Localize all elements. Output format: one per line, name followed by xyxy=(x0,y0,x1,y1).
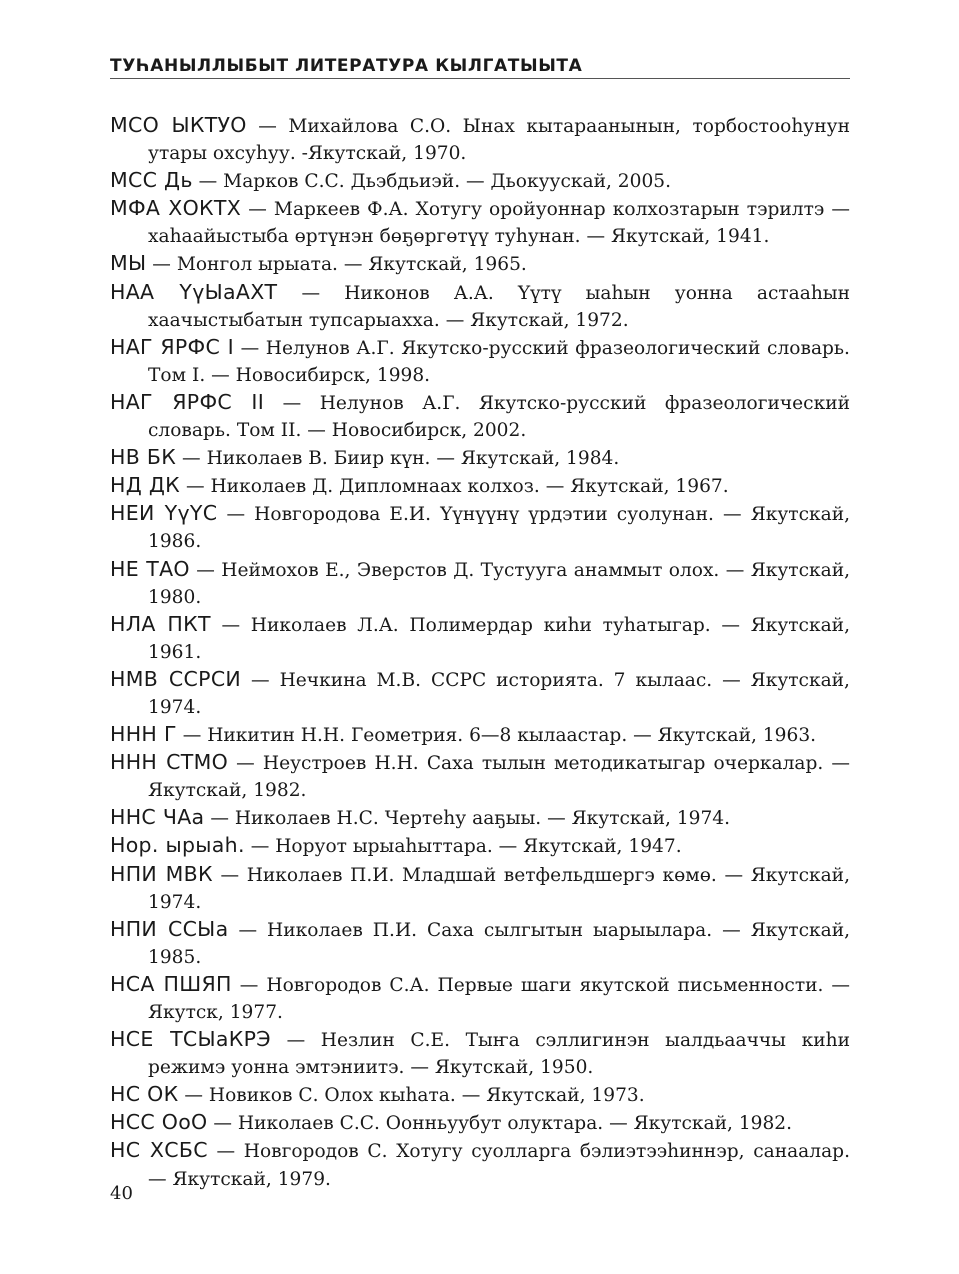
entry-dash: — xyxy=(185,476,205,498)
running-header: ТУҺАНЫЛЛЫБЫТ ЛИТЕРАТУРА КЫЛГАТЫЫТА xyxy=(110,56,583,76)
entry-abbreviation: ННН Г xyxy=(110,722,177,747)
entry-source: Норуот ырыаһыттара. — Якутскай, 1947. xyxy=(275,836,682,858)
entry-source: Никитин Н.Н. Геометрия. 6—8 кылаастар. — Якутскай, 1963. xyxy=(207,725,817,747)
entry-source: Нелунов А.Г. Якутско-русский фразеологический словарь. Том I. — Новосибирск, 1998. xyxy=(148,337,850,386)
entry-abbreviation: НЕИ ҮүҮС xyxy=(110,501,218,526)
entry-source: Неймохов Е., Эверстов Д. Тустууга анаммыт олох. — Якутскай, 1980. xyxy=(148,559,851,608)
list-item xyxy=(110,749,850,804)
entry-abbreviation: НД ДК xyxy=(110,473,181,498)
entry-abbreviation: НАА ҮүЫаАХТ xyxy=(110,279,278,304)
entry-source: Маркеев Ф.А. Хотугу оройуоннар колхозтарын тэрилтэ — хаһаайыстыба өртүнэн бөҕөргөтүү туһунан. — Якутскай, 1941. xyxy=(148,199,851,248)
list-item xyxy=(110,250,850,278)
entry-dash: — xyxy=(182,725,202,747)
list-item xyxy=(110,112,850,167)
header-rule xyxy=(110,78,850,79)
entry-dash: — xyxy=(152,254,171,276)
list-item xyxy=(110,861,850,916)
entry-source: Николаев В. Биир күн. — Якутскай, 1984. xyxy=(206,448,620,470)
entry-dash: — xyxy=(239,974,259,996)
entry-abbreviation: НСА ПШЯП xyxy=(110,971,232,996)
entry-dash: — xyxy=(282,392,302,414)
entry-abbreviation: МСО ЫКТУО xyxy=(110,113,247,137)
entry-dash: — xyxy=(210,808,229,830)
entry-dash: — xyxy=(226,504,246,526)
entry-abbreviation: НС ОК xyxy=(110,1082,179,1107)
entry-source: Новгородов С. Хотугу суолларга бэлиэтээһиннэр, санаалар. — Якутскай, 1979. xyxy=(148,1141,850,1190)
list-item xyxy=(110,389,850,444)
entry-source: Михайлова С.О. Ынах кытараанынын, торбостооһунун утары охсуһуу. -Якутскай, 1970. xyxy=(148,116,850,165)
list-item xyxy=(110,1109,850,1137)
entry-dash: — xyxy=(301,282,321,304)
list-item xyxy=(110,279,850,334)
entry-dash: — xyxy=(251,669,270,691)
entry-source: Новгородова Е.И. Үүнүүнү үрдэтии суолунан. — Якутскай, 1986. xyxy=(148,504,850,553)
list-item xyxy=(110,195,850,250)
entry-dash: — xyxy=(258,116,277,137)
list-item xyxy=(110,832,850,860)
entry-source: Новгородов С.А. Первые шаги якутской письменности. — Якутск, 1977. xyxy=(148,974,851,1023)
list-item xyxy=(110,444,850,472)
entry-source: Нечкина М.В. ССРС историята. 7 кылаас. — Якутскай, 1974. xyxy=(148,669,850,718)
list-item xyxy=(110,916,850,971)
entry-dash: — xyxy=(182,448,201,470)
list-item xyxy=(110,611,850,666)
entry-abbreviation: Нор. ырыаh. xyxy=(110,833,245,858)
entry-source: Николаев Н.С. Чертеһу ааҕыы. — Якутскай, 1974. xyxy=(234,808,731,830)
list-item xyxy=(110,500,850,555)
entry-abbreviation: МСС Дь xyxy=(110,168,193,193)
entry-abbreviation: НЕ ТАО xyxy=(110,556,190,581)
entry-abbreviation: НСЕ ТСЫаКРЭ xyxy=(110,1027,271,1052)
entry-abbreviation: НАГ ЯРФС II xyxy=(110,389,265,414)
entry-abbreviation: МФА ХОКТХ xyxy=(110,196,242,221)
entry-dash: — xyxy=(221,614,241,636)
entry-source: Нелунов А.Г. Якутско-русский фразеологический словарь. Том II. — Новосибирск, 2002. xyxy=(148,392,850,442)
entry-dash: — xyxy=(213,1113,232,1135)
entry-source: Николаев Л.А. Полимердар киһи туһатыгар. — Якутскай, 1961. xyxy=(148,614,850,663)
entry-abbreviation: НАГ ЯРФС I xyxy=(110,334,234,359)
list-item xyxy=(110,971,850,1026)
entry-dash: — xyxy=(248,199,267,221)
entry-source: Николаев П.И. Младшай ветфельдшергэ көмө. — Якутскай, 1974. xyxy=(148,864,850,913)
entry-abbreviation: ННН СТМО xyxy=(110,750,229,775)
entry-dash: — xyxy=(220,864,240,886)
entry-source: Новиков С. Олох кыһата. — Якутскай, 1973. xyxy=(208,1085,645,1107)
entry-dash: — xyxy=(236,753,255,775)
list-item xyxy=(110,1026,850,1081)
entry-dash: — xyxy=(238,919,258,941)
entry-dash: — xyxy=(240,337,260,359)
entry-abbreviation: НС ХСБС xyxy=(110,1138,208,1163)
list-item xyxy=(110,472,850,500)
abbreviation-list xyxy=(110,112,850,1193)
list-item xyxy=(110,1137,850,1192)
entry-dash: — xyxy=(216,1141,236,1163)
list-item xyxy=(110,167,850,195)
entry-source: Марков С.С. Дьэбдьиэй. — Дьокуускай, 2005. xyxy=(223,171,672,193)
list-item xyxy=(110,666,850,721)
list-item xyxy=(110,721,850,749)
page-number: 40 xyxy=(110,1183,133,1204)
entry-dash: — xyxy=(184,1085,203,1107)
list-item xyxy=(110,1081,850,1109)
entry-abbreviation: НМВ ССРСИ xyxy=(110,666,242,691)
entry-source: Неустроев Н.Н. Саха тылын методикатыгар очеркалар. — Якутскай, 1982. xyxy=(148,753,850,802)
entry-abbreviation: НВ БК xyxy=(110,445,177,470)
list-item xyxy=(110,556,850,611)
list-item xyxy=(110,334,850,389)
entry-abbreviation: НПИ ССЫа xyxy=(110,916,229,941)
entry-dash: — xyxy=(250,836,270,858)
entry-source: Николаев Д. Дипломнаах колхоз. — Якутскай, 1967. xyxy=(210,476,729,498)
entry-source: Николаев П.И. Саха сылгытын ыарыылара. — Якутскай, 1985. xyxy=(148,919,850,968)
entry-dash: — xyxy=(286,1030,306,1052)
entry-abbreviation: НПИ МВК xyxy=(110,861,213,886)
entry-dash: — xyxy=(196,559,215,581)
entry-abbreviation: ННС ЧАа xyxy=(110,805,205,830)
entry-source: Николаев С.С. Оонньуубут олуктара. — Якутскай, 1982. xyxy=(237,1113,793,1135)
entry-abbreviation: НСС ОоО xyxy=(110,1110,208,1135)
list-item xyxy=(110,804,850,832)
entry-source: Незлин С.Е. Тыҥа сэллигинэн ыалдьааччы киһи режимэ уонна эмтэниитэ. — Якутскай, 1950. xyxy=(148,1030,850,1079)
entry-abbreviation: НЛА ПКТ xyxy=(110,611,211,636)
entry-abbreviation: МЫ xyxy=(110,251,147,276)
entry-dash: — xyxy=(198,171,218,193)
entry-source: Монгол ырыата. — Якутскай, 1965. xyxy=(176,254,527,276)
entry-source: Никонов А.А. Үүтү ыаһын уонна астааһын хаачыстыбатын тупсарыахха. — Якутскай, 1972. xyxy=(148,282,850,331)
